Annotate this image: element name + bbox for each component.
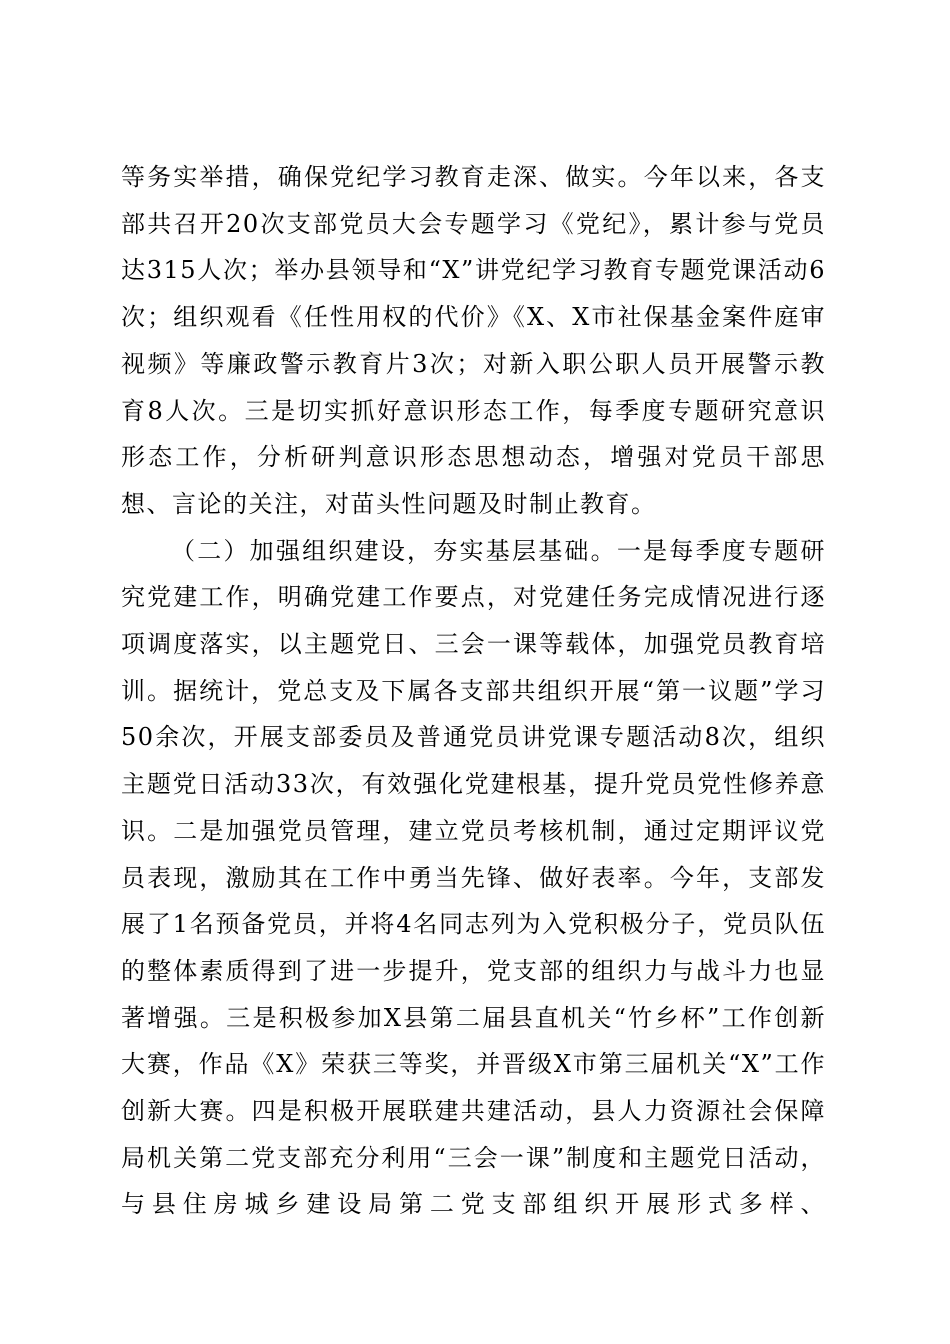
paragraph-2 [121, 528, 826, 1229]
section-body-2: 一是每季度专题研究党建工作，明确党建工作要点，对党建任务完成情况进行逐项调度落实，以主题党日、三会一课等载体，加强党员教育培训。据统计，党总支及下属各支部共组织开展“第一议题”学习50余次，开展支部委员及普通党员讲党课专题活动8次，组织主题党日活动33次，有效强化党建根基，提升党员党性修养意识。二是加强党员管理，建立党员考核机制，通过定期评议党员表现，激励其在工作中勇当先锋、做好表率。今年，支部发展了1名预备党员，并将4名同志列为入党积极分子，党员队伍的整体素质得到了进一步提升，党支部的组织力与战斗力也显著增强。三是积极参加X县第二届县直机关“竹乡杯”工作创新大赛，作品《X》荣获三等奖，并晋级X市第三届机关“X”工作创新大赛。四是积极开展联建共建活动，县人力资源社会保障局机关第二党支部充分利用“三会一课”制度和主题党日活动，与县住房城乡建设局第二党支部组织开展形式多样、 [121, 536, 827, 1219]
section-heading-2: （二）加强组织建设，夯实基层基础。 [171, 536, 617, 565]
paragraph-1: 等务实举措，确保党纪学习教育走深、做实。今年以来，各支部共召开20次支部党员大会专题学习《党纪》，累计参与党员达315人次；举办县领导和“X”讲党纪学习教育专题党课活动6次；组织观看《任性用权的代价》《X、X市社保基金案件庭审视频》等廉政警示教育片3次；对新入职公职人员开展警示教育8人次。三是切实抓好意识形态工作，每季度专题研究意识形态工作，分析研判意识形态思想动态，增强对党员干部思想、言论的关注，对苗头性问题及时制止教育。 [121, 163, 826, 518]
document-body [121, 154, 826, 1228]
